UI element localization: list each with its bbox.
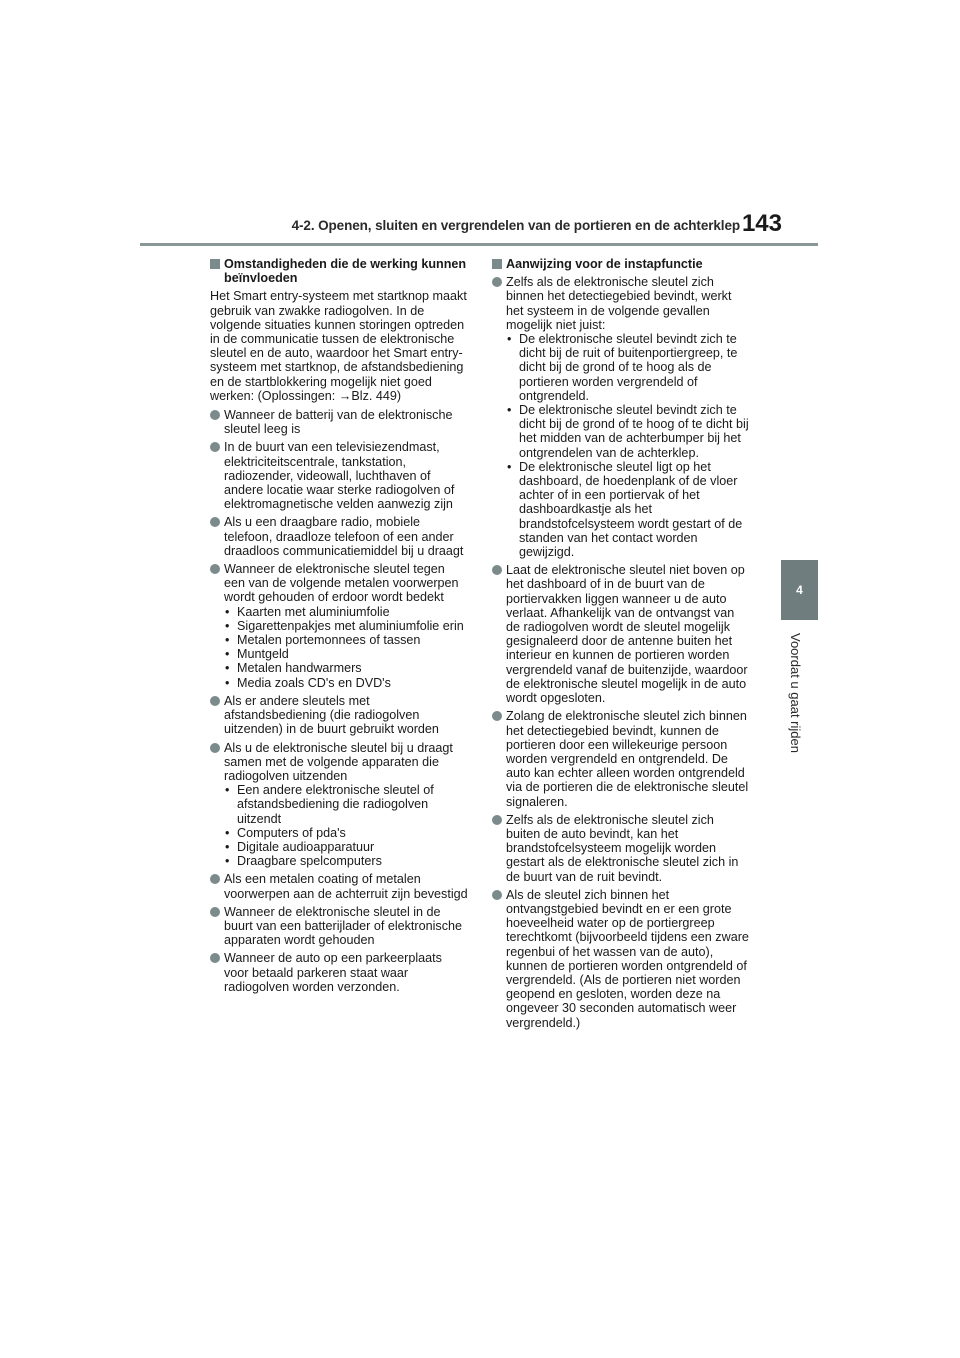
list-item [492,563,750,705]
sub-list-item: • Kaarten met aluminiumfolie [224,605,468,619]
list-item-text: Zolang de elektronische sleutel zich binnen het detectiegebied bevindt, kunnen de portieren door een willekeurige persoon worden vergrendeld en ontgrendeld. De auto kan echter alleen worden ontgrendeld via de portieren die de elektronische sleutel signaleren. [506,709,749,809]
round-bullet-icon [210,953,220,963]
list-item-text: Laat de elektronische sleutel niet boven op het dashboard of in de buurt van de portiervakken liggen wanneer u de auto verlaat. Afhankelijk van de ontvangst van de radiogolven wordt de sleutel mogelijk gesignaleerd door de antenne buiten het interieur en kunnen de portieren worden vergrendeld vanaf de buitenzijde, waardoor de elektronische sleutel mogelijk in de auto wordt opgesloten. [506,563,748,706]
list-item-text: Als de sleutel zich binnen het ontvangstgebied bevindt en er een grote hoeveelheid water op de portiergreep terechtkomt (bijvoorbeeld tijdens een zware regenbui of het wassen van de auto), kunnen de portieren worden ontgrendeld of vergrendeld. (Als de portieren niet worden geopend en gesloten, worden deze na ongeveer 30 seconden automatisch weer vergrendeld.) [506,887,749,1030]
section-heading [210,257,468,285]
list-item [210,515,468,558]
list-item [210,741,468,869]
round-bullet-icon [210,907,220,917]
round-bullet-icon [210,517,220,527]
round-bullet-icon [492,711,502,721]
chapter-tab: 4 [781,560,818,620]
square-bullet-icon [210,259,220,269]
list-item-text: Als u een draagbare radio, mobiele telefoon, draadloze telefoon of een ander draadloos communicatiemiddel bij u draagt [224,515,464,558]
list-item [492,888,750,1030]
sub-list [224,605,468,690]
sub-list-item: • Sigarettenpakjes met aluminiumfolie erin [224,619,468,633]
header-divider [140,243,818,246]
list-item-text: Zelfs als de elektronische sleutel zich buiten de auto bevindt, kan het brandstofcelsysteem mogelijk worden gestart als de elektronische sleutel zich in de buurt van de ruit bevindt. [506,812,739,884]
round-bullet-icon [210,696,220,706]
sub-list-item: • Media zoals CD's en DVD's [224,676,468,690]
section-heading-text: Omstandigheden die de werking kunnen beïnvloeden [224,257,467,286]
list-item [210,562,468,690]
list-item-text: Wanneer de batterij van de elektronische sleutel leeg is [224,408,453,437]
list-item [210,694,468,737]
round-bullet-icon [492,565,502,575]
list-item [492,813,750,884]
list-item [210,872,468,900]
sub-list [506,332,750,559]
intro-paragraph: Het Smart entry-systeem met startknop maakt gebruik van zwakke radiogolven. In de volgende situaties kunnen storingen optreden in de communicatie tussen de elektronische sleutel en de auto, waardoor het Smart entry-systeem met startknop, de afstandsbediening en de startblokkering mogelijk niet goed werken: (Oplossingen: →Blz. 449) [210,289,467,403]
list-item [492,709,750,808]
round-bullet-icon [210,743,220,753]
list-item [210,905,468,948]
list-item-text: Als u de elektronische sleutel bij u draagt samen met de volgende apparaten die radiogolven uitzenden [224,740,453,783]
sub-list-item: • Metalen portemonnees of tassen [224,633,468,647]
round-bullet-icon [492,890,502,900]
sub-list-item: • De elektronische sleutel bevindt zich te dicht bij de ruit of buitenportiergreep, te dicht bij de grond of te hoog als de portieren worden vergrendeld of ontgrendeld. [506,332,750,403]
sub-list-item: • Een andere elektronische sleutel of afstandsbediening die radiogolven uitzendt [224,783,468,826]
note-list [492,275,750,1030]
round-bullet-icon [210,874,220,884]
sub-list [224,783,468,868]
condition-list [210,408,468,994]
left-column [210,257,468,994]
sub-list-item: • Metalen handwarmers [224,661,468,675]
round-bullet-icon [492,815,502,825]
list-item [492,275,750,559]
section-heading [492,257,750,271]
round-bullet-icon [210,564,220,574]
list-item-text: Wanneer de elektronische sleutel in de buurt van een batterijlader of elektronische apparaten wordt gehouden [224,904,463,948]
list-item [210,440,468,511]
chapter-tab-label: Voordat u gaat rijden [788,633,803,753]
list-item-text: In de buurt van een televisiezendmast, elektriciteitscentrale, tankstation, radiozender, videowall, luchthaven of andere locatie waar sterke radiogolven of elektromagnetische velden aanwezig zijn [224,440,455,512]
sub-list-item: • Digitale audioapparatuur [224,840,468,854]
sub-list-item: • Muntgeld [224,647,468,661]
right-column [492,257,750,1030]
sub-list-item: • Draagbare spelcomputers [224,854,468,868]
section-heading-text: Aanwijzing voor de instapfunctie [506,257,703,271]
sub-list-item: • De elektronische sleutel ligt op het dashboard, de hoedenplank of de vloer achter of in een portiervak of het dashboardkastje als het brandstofcelsysteem wordt gestart of de standen van het contact worden gewijzigd. [506,460,750,559]
list-item-text: Wanneer de elektronische sleutel tegen een van de volgende metalen voorwerpen wordt gehouden of erdoor wordt bedekt [224,562,459,605]
list-item-text: Zelfs als de elektronische sleutel zich binnen het detectiegebied bevindt, werkt het systeem in de volgende gevallen mogelijk niet juist: [506,275,732,332]
round-bullet-icon [210,442,220,452]
list-item [210,408,468,436]
page-number: 143 [741,210,782,237]
round-bullet-icon [210,410,220,420]
sub-list-item: • De elektronische sleutel bevindt zich te dicht bij de grond of te hoog of te dicht bij het midden van de achterbumper bij het ontgrendelen van de achterklep. [506,403,750,460]
running-header: 4-2. Openen, sluiten en vergrendelen van de portieren en de achterklep [291,218,740,233]
square-bullet-icon [492,259,502,269]
sub-list-item: • Computers of pda's [224,826,468,840]
round-bullet-icon [492,277,502,287]
list-item [210,951,468,994]
list-item-text: Als een metalen coating of metalen voorwerpen aan de achterruit zijn bevestigd [224,872,468,901]
list-item-text: Wanneer de auto op een parkeerplaats voor betaald parkeren staat waar radiogolven worden verzonden. [224,951,442,994]
list-item-text: Als er andere sleutels met afstandsbediening (die radiogolven uitzenden) in de buurt gebruikt worden [224,693,439,737]
